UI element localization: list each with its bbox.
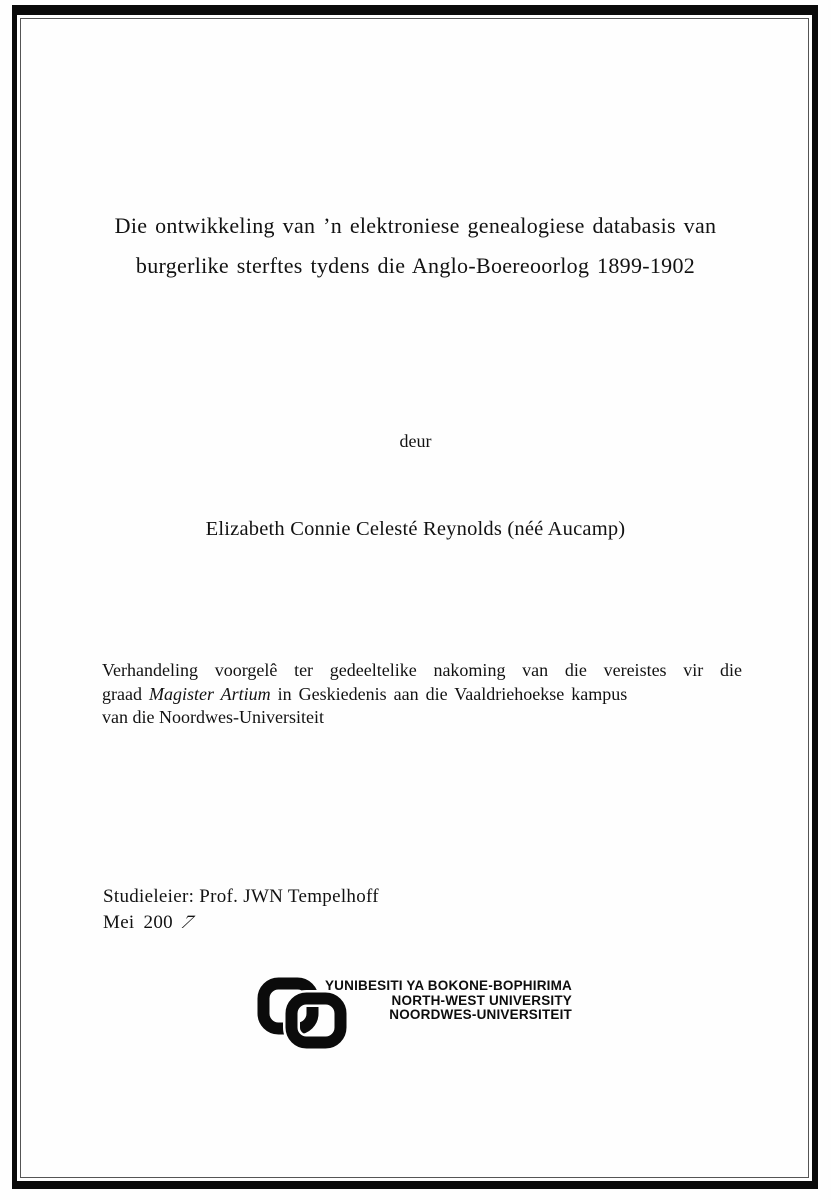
date-last-digit: 7 [176, 911, 199, 933]
supervisor-line: Studieleier: Prof. JWN Tempelhoff [103, 886, 379, 907]
submission-line-3: van die Noordwes-Universiteit [102, 707, 324, 727]
thesis-title-line-1: Die ontwikkeling van ’n elektroniese genealogiese databasis van [114, 213, 717, 238]
degree-name-italic: Magister Artium [148, 683, 271, 704]
university-logo-text [320, 979, 572, 1023]
submission-line-1: Verhandeling voorgelê ter gedeeltelike nakoming van die vereistes vir die [102, 660, 742, 680]
logo-line-afrikaans: NOORDWES-UNIVERSITEIT [389, 1007, 572, 1022]
logo-line-setswana: YUNIBESITI YA BOKONE-BOPHIRIMA [324, 978, 572, 993]
author-name: Elizabeth Connie Celesté Reynolds (néé Aucamp) [205, 518, 626, 540]
logo-line-english: NORTH-WEST UNIVERSITY [391, 992, 572, 1008]
submission-statement [102, 659, 742, 730]
submission-line-2-post: in Geskiedenis aan die Vaaldriehoekse kampus [270, 683, 628, 704]
thesis-title [50, 206, 781, 286]
thesis-title-line-2: burgerlike sterftes tydens die Anglo-Boereoorlog 1899-1902 [135, 253, 696, 278]
submission-line-2-pre: graad [102, 683, 149, 704]
date-prefix: Mei 200 [103, 911, 173, 933]
byline-deur: deur [399, 431, 432, 451]
submission-line-2 [102, 683, 742, 707]
supervisor-block [103, 884, 379, 935]
date-line [103, 910, 379, 936]
